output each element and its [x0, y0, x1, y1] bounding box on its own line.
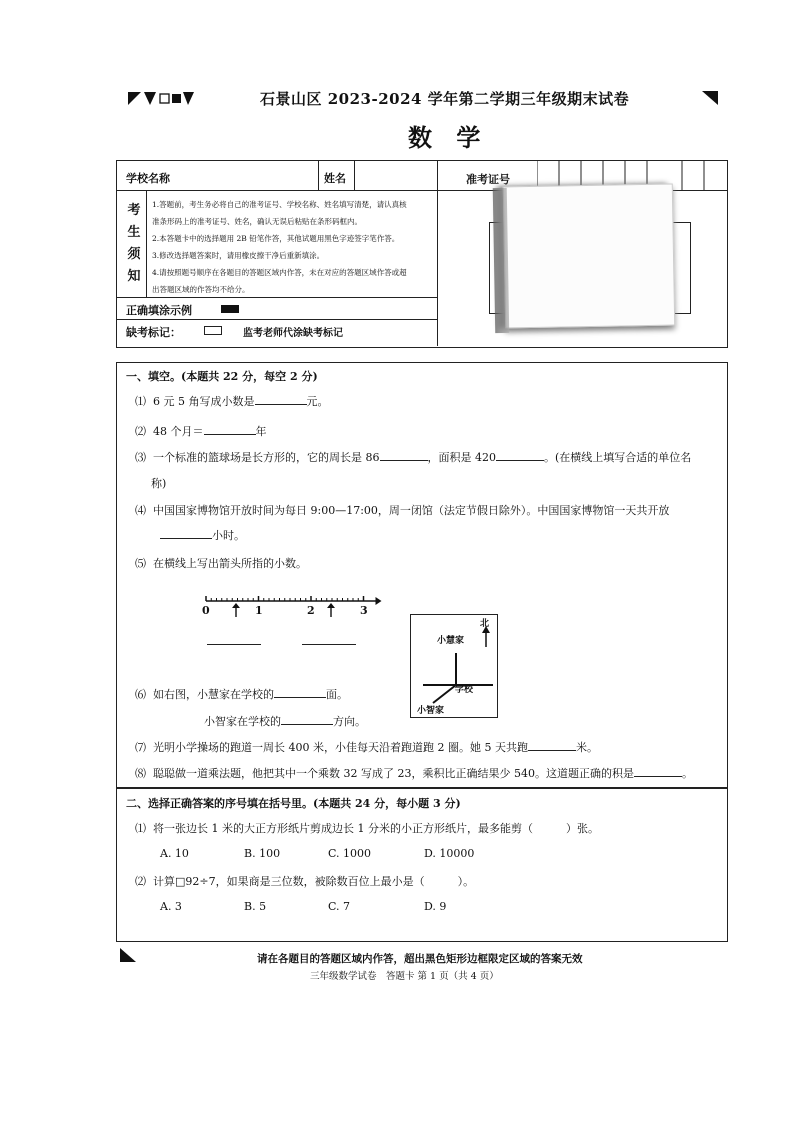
arrow-b-icon [326, 603, 336, 620]
section2-box [116, 788, 728, 942]
question-1-2: ⑵ 48 个月＝ 年 [135, 425, 267, 438]
school-name-field[interactable] [180, 162, 316, 188]
map-xiaohui-label: 小慧家 [437, 636, 465, 646]
question-1-6-b: 小智家在学校的 方向。 [204, 715, 366, 728]
answer-blank[interactable] [528, 739, 576, 751]
notice-label: 考 生 须 知 [127, 203, 141, 284]
answer-blank[interactable] [274, 686, 326, 698]
answer-blank[interactable] [380, 449, 428, 461]
answer-blank[interactable] [204, 423, 256, 435]
option-2-2-a[interactable]: A. 3 [160, 900, 182, 913]
number-line-arrow-icon [376, 597, 382, 605]
absent-note: 监考老师代涂缺考标记 [243, 328, 343, 339]
question-1-7: ⑺ 光明小学操场的跑道一周长 400 米，小佳每天沿着跑道跑 2 圈。她 5 天共跑 米。 [135, 741, 598, 754]
tick-label-0: 0 [202, 604, 210, 617]
fill-example-swatch [221, 305, 239, 313]
absent-label: 缺考标记： [126, 326, 181, 339]
section2-title: 二、选择正确答案的序号填在括号里。(本题共 24 分，每小题 3 分) [126, 797, 461, 810]
map-north-label: 北 [480, 619, 490, 629]
option-2-1-b[interactable]: B. 100 [244, 847, 281, 860]
barcode-sticker[interactable] [503, 184, 675, 329]
answer-blank-arrow-b[interactable] [302, 644, 356, 645]
fill-example-label: 正确填涂示例 [126, 304, 192, 317]
exam-id-label: 准考证号 [466, 173, 510, 186]
question-2-1: ⑴ 将一张边长 1 米的大正方形纸片剪成边长 1 分米的小正方形纸片，最多能剪（ ）张。 [135, 822, 599, 835]
question-1-3: ⑶ 一个标准的篮球场是长方形的，它的周长是 86 ，面积是 420 。(在横线上填写合适的单位名 [135, 451, 692, 464]
school-name-label: 学校名称 [126, 172, 170, 185]
answer-blank[interactable] [281, 713, 333, 725]
corner-mark-top-left [128, 92, 194, 109]
absent-checkbox[interactable] [204, 326, 222, 335]
question-2-2: ⑵ 计算□92÷7，如果商是三位数，被除数百位上最小是（ ）。 [135, 875, 475, 888]
option-2-2-d[interactable]: D. 9 [424, 900, 447, 913]
question-1-5: ⑸ 在横线上写出箭头所指的小数。 [135, 557, 307, 570]
option-2-1-a[interactable]: A. 10 [160, 847, 189, 860]
student-name-label: 姓名 [324, 172, 346, 185]
option-2-1-c[interactable]: C. 1000 [328, 847, 372, 860]
section1-title: 一、填空。(本题共 22 分，每空 2 分) [126, 370, 318, 383]
option-2-1-d[interactable]: D. 10000 [424, 847, 475, 860]
footer-warning: 请在各题目的答题区域内作答，超出黑色矩形边框限定区域的答案无效 [257, 953, 583, 965]
question-1-8: ⑻ 聪聪做一道乘法题，他把其中一个乘数 32 写成了 23，乘积比正确结果少 540。这道题正确的积是 。 [135, 767, 693, 780]
answer-blank-arrow-a[interactable] [207, 644, 261, 645]
corner-mark-bottom-left [120, 948, 136, 965]
arrow-a-icon [231, 603, 241, 620]
notice-text: 1.答题前，考生务必将自己的准考证号、学校名称、姓名填写清楚，请认真核 准条形码上的准考证号、姓名，确认无误后粘贴在条形码框内。 2.本答题卡中的选择题用 2B 铅笔作答，其他试题用黑色字迹签字笔作答。 3.修改选择题答案时，请用橡皮擦干净后重新填涂。 4.请按照题号顺序在各题目的答题区域内作答，未在对应的答题区域作答或超 出答题区域的作答均不给分。 [152, 200, 407, 294]
map-school-label: 学校 [455, 685, 474, 695]
option-2-2-b[interactable]: B. 5 [244, 900, 267, 913]
sticker-shadow [493, 188, 510, 333]
question-1-6: ⑹ 如右图，小慧家在学校的 面。 [135, 688, 348, 701]
exam-title: 石景山区 2023-2024 学年第二学期三年级期末试卷 [260, 90, 630, 108]
tick-label-1: 1 [255, 604, 263, 617]
answer-blank[interactable] [160, 527, 212, 539]
question-1-1: ⑴ 6 元 5 角写成小数是 元。 [135, 395, 329, 408]
student-name-field[interactable] [356, 162, 436, 188]
answer-blank[interactable] [496, 449, 544, 461]
tick-label-3: 3 [360, 604, 368, 617]
question-1-4: ⑷ 中国国家博物馆开放时间为每日 9:00—17:00，周一闭馆（法定节假日除外）。中国国家博物馆一天共开放 [135, 504, 670, 517]
registration-mark-icon [128, 92, 194, 106]
subject-title: 数 学 [408, 123, 489, 152]
answer-blank[interactable] [255, 393, 307, 405]
question-1-3-cont: 称) [151, 477, 167, 490]
registration-triangle-icon [702, 91, 718, 105]
answer-blank[interactable] [634, 765, 682, 777]
option-2-2-c[interactable]: C. 7 [328, 900, 351, 913]
tick-label-2: 2 [307, 604, 315, 617]
map-xiaozhi-label: 小智家 [417, 706, 445, 716]
corner-mark-top-right [702, 91, 718, 108]
footer-page-info: 三年级数学试卷 答题卡 第 1 页（共 4 页） [310, 971, 499, 982]
registration-triangle-icon [120, 948, 136, 962]
question-1-4-cont: 小时。 [160, 527, 245, 543]
